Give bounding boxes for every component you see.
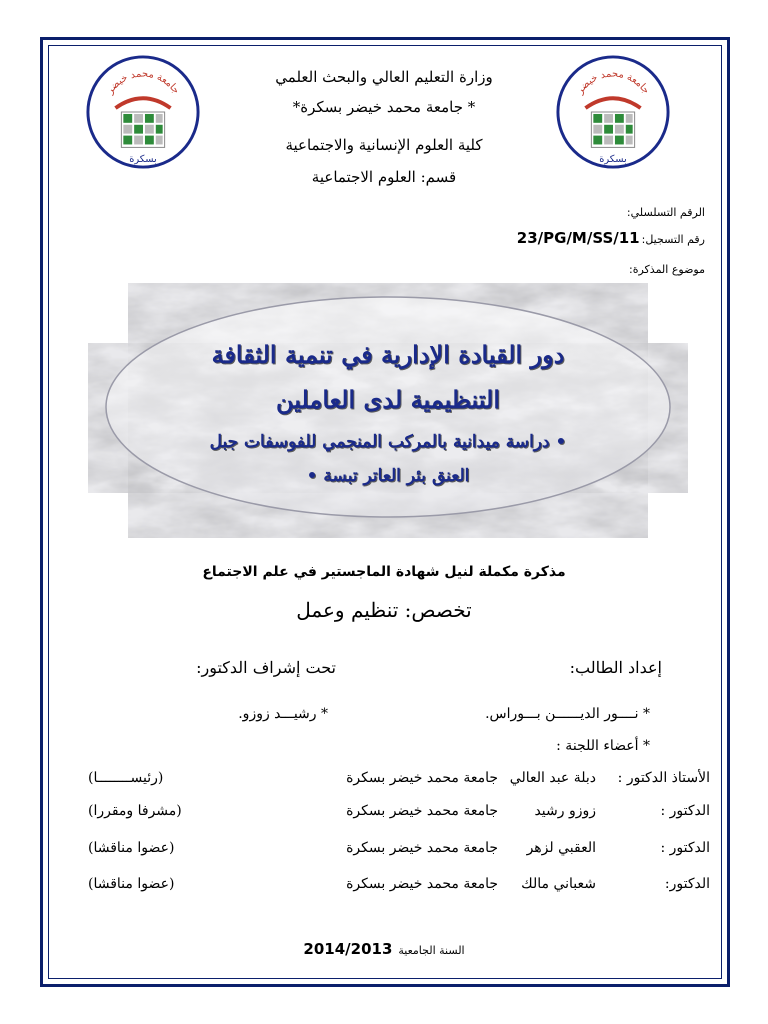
committee-member-role: (رئيســــــــا) [88,770,164,786]
university-logo-left [84,53,202,171]
committee-member-university: جامعة محمد خيضر بسكرة [346,876,498,892]
logo-city-text: بسكرة [599,154,627,166]
department-name: قسم: العلوم الاجتماعية [311,168,457,186]
ministry-name: وزارة التعليم العالي والبحث العلمي [275,68,493,86]
committee-member-title: الأستاذ الدكتور : [617,770,710,786]
subject-label: موضوع المذكرة: [629,263,705,276]
committee-member-name: شعباني مالك [521,876,596,892]
logo-arc-text: جامعة محمد خيضر [574,68,652,97]
committee-member-university: جامعة محمد خيضر بسكرة [346,840,498,856]
student-name: * نــــور الديــــــن بـــوراس. [485,706,650,722]
committee-member-role: (مشرفا ومقررا) [88,803,182,819]
academic-year [200,940,568,958]
university-name: * جامعة محمد خيضر بسكرة* [292,98,476,116]
thesis-title-line-1: دور القيادة الإدارية في تنمية الثقافة [211,340,565,369]
faculty-name: كلية العلوم الإنسانية والاجتماعية [285,136,483,154]
supervisor-name: * رشيـــد زوزو. [238,706,328,722]
committee-member-title: الدكتور: [664,876,710,892]
memo-description: مذكرة مكملة لنيل شهادة الماجستير في علم الاجتماع [202,564,566,580]
committee-member-title: الدكتور : [660,840,710,856]
academic-year-value: 2014/2013 [303,940,393,958]
registration-row [517,229,705,247]
logo-arc-text: جامعة محمد خيضر [104,68,182,97]
logo-city-text: بسكرة [129,154,157,166]
committee-label: * أعضاء اللجنة : [556,738,650,754]
thesis-subtitle-line-2: العنق بئر العاتر تبسة • [306,466,470,486]
committee-member-title: الدكتور : [660,803,710,819]
student-label: إعداد الطالب: [569,658,662,677]
supervisor-label: تحت إشراف الدكتور: [196,658,336,677]
committee-member-role: (عضوا مناقشا) [88,840,175,856]
committee-member-name: العقبي لزهر [526,840,596,856]
academic-year-label: السنة الجامعية [398,944,465,957]
specialization: تخصص: تنظيم وعمل [296,598,472,622]
committee-member-university: جامعة محمد خيضر بسكرة [346,770,498,786]
university-logo-right [554,53,672,171]
committee-member-university: جامعة محمد خيضر بسكرة [346,803,498,819]
thesis-subtitle-line-1: • دراسة ميدانية بالمركب المنجمي للفوسفات جبل [209,432,567,452]
serial-number-label: الرقم التسلسلي: [626,206,705,219]
committee-member-name: زوزو رشيد [534,803,596,819]
committee-member-name: دبلة عبد العالي [509,770,596,786]
registration-value: 23/PG/M/SS/11 [516,229,640,247]
thesis-title-line-2: التنظيمية لدى العاملين [276,385,500,414]
committee-member-role: (عضوا مناقشا) [88,876,175,892]
registration-label: رقم التسجيل: [641,233,705,246]
